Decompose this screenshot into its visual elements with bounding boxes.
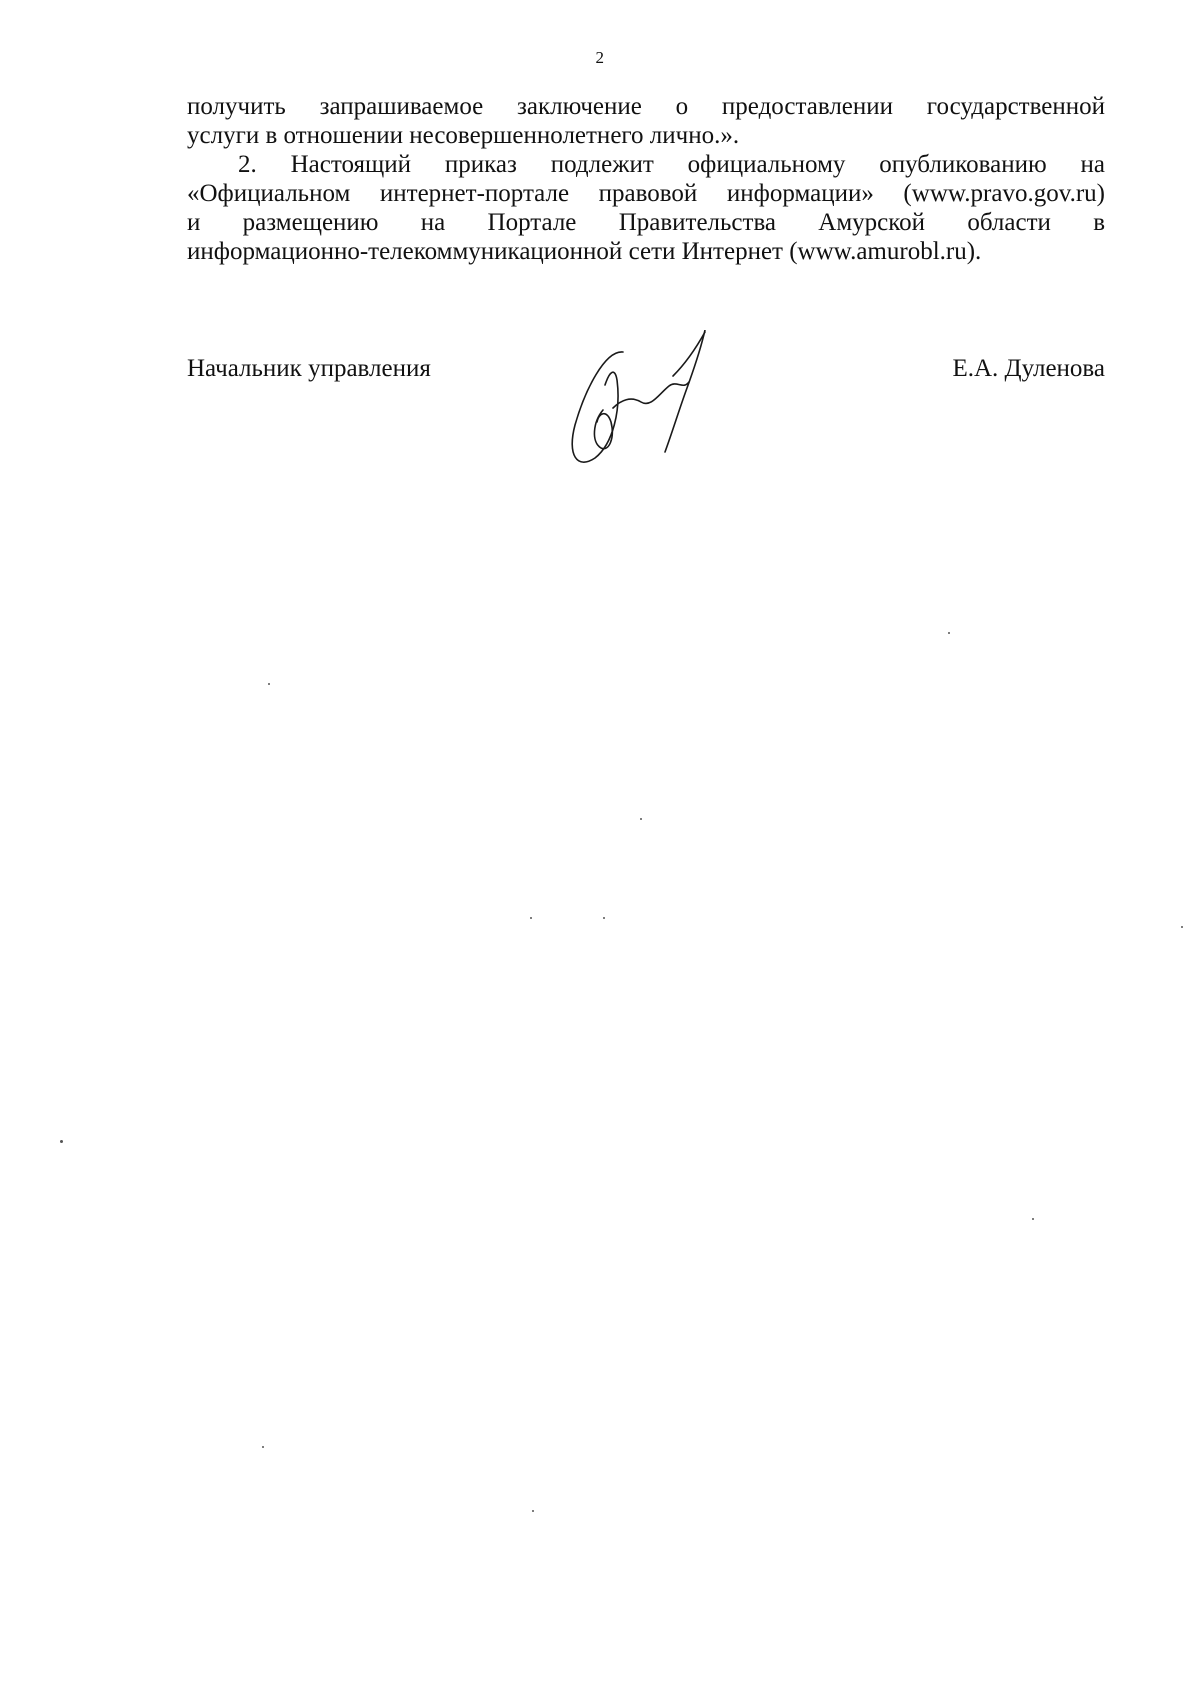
- scan-speck: [60, 1140, 63, 1143]
- scan-speck: [603, 917, 605, 919]
- text-line: и размещению на Портале Правительства Амурской области в: [187, 209, 1105, 236]
- text-line: получить запрашиваемое заключение о предоставлении государственной: [187, 93, 1105, 120]
- scan-speck: [948, 632, 950, 634]
- signatory-title: Начальник управления: [187, 355, 431, 382]
- document-body: [187, 92, 1105, 266]
- scan-speck: [1032, 1218, 1034, 1220]
- paragraph-continuation: [187, 92, 1105, 150]
- scan-speck: [532, 1510, 534, 1512]
- scan-speck: [640, 818, 642, 820]
- page-number: 2: [595, 48, 605, 67]
- scan-speck: [1181, 926, 1183, 928]
- scan-speck: [530, 917, 532, 919]
- text-line: 2. Настоящий приказ подлежит официальному опубликованию на: [238, 151, 1105, 178]
- text-line: «Официальном интернет-портале правовой информации» (www.pravo.gov.ru): [187, 180, 1105, 207]
- signatory-name: Е.А. Дуленова: [952, 355, 1105, 382]
- scan-speck: [262, 1446, 264, 1448]
- paragraph-publication: [187, 150, 1105, 266]
- signature-icon: [555, 330, 745, 480]
- text-line: информационно-телекоммуникационной сети Интернет (www.amurobl.ru).: [187, 238, 982, 265]
- text-line: услуги в отношении несовершеннолетнего лично.».: [187, 122, 740, 149]
- scan-speck: [268, 683, 270, 685]
